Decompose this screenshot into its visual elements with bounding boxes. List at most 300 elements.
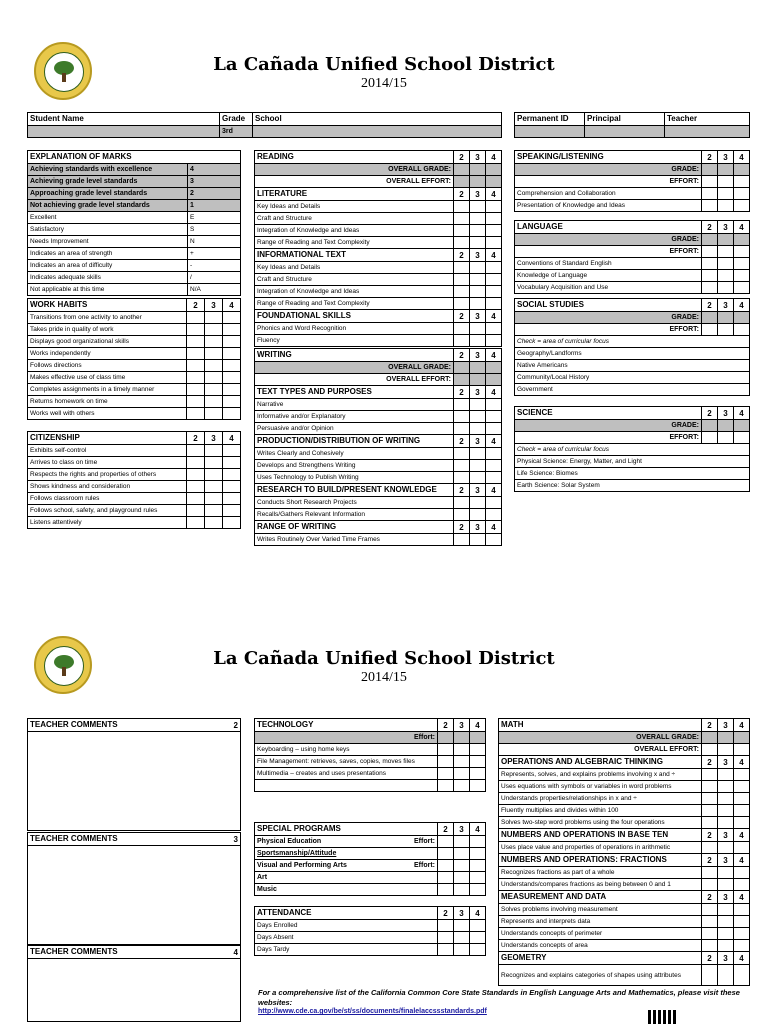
mark-cell[interactable] (734, 769, 750, 781)
mark-cell[interactable] (718, 781, 734, 793)
mark-cell[interactable] (486, 323, 502, 335)
mark-cell[interactable] (187, 396, 205, 408)
standard-item: Fluency (255, 335, 454, 347)
mark-code: - (188, 260, 241, 272)
standards-link[interactable]: http://www.cde.ca.gov/be/st/ss/documents/finalelaccssstandards.pdf (258, 1008, 487, 1015)
mark-cell[interactable] (718, 867, 734, 879)
mark-cell[interactable] (454, 399, 470, 411)
permanent-id-label: Permanent ID (515, 113, 585, 126)
mark-cell[interactable] (470, 768, 486, 780)
citizenship-item: Respects the rights and properties of others (28, 469, 187, 481)
mark-cell[interactable] (702, 879, 718, 891)
citizenship-item: Exhibits self-control (28, 445, 187, 457)
mark-cell[interactable] (486, 448, 502, 460)
mark-cell[interactable] (454, 237, 470, 249)
mark-cell[interactable] (187, 493, 205, 505)
mark-cell[interactable] (486, 213, 502, 225)
mark-cell[interactable] (702, 965, 718, 986)
col-3: 3 (718, 854, 734, 867)
attendance-cell[interactable] (470, 932, 486, 944)
mark-cell[interactable] (718, 879, 734, 891)
page-title-2: La Cañada Unified School District (213, 648, 555, 669)
mark-cell[interactable] (470, 836, 486, 848)
mark-cell[interactable] (187, 505, 205, 517)
mark-cell[interactable] (470, 399, 486, 411)
mark-cell[interactable] (734, 904, 750, 916)
mark-cell[interactable] (718, 965, 734, 986)
science-header: SCIENCE (515, 407, 702, 420)
mark-cell[interactable] (438, 872, 454, 884)
mark-cell[interactable] (454, 872, 470, 884)
mark-cell[interactable] (205, 348, 223, 360)
mark-cell[interactable] (187, 360, 205, 372)
focus-item[interactable]: Community/Local History (515, 372, 750, 384)
mark-cell[interactable] (734, 781, 750, 793)
col-3: 3 (454, 823, 470, 836)
col-4: 4 (734, 854, 750, 867)
mark-cell[interactable] (486, 286, 502, 298)
mark-cell[interactable] (470, 534, 486, 546)
mark-cell[interactable] (486, 423, 502, 435)
col-2: 2 (454, 435, 470, 448)
attendance-cell[interactable] (438, 944, 454, 956)
work-habit-item: Works well with others (28, 408, 187, 420)
mark-code: N/A (188, 284, 241, 296)
standard-item: Understands/compares fractions as being between 0 and 1 (499, 879, 702, 891)
mark-cell[interactable] (187, 384, 205, 396)
mark-cell[interactable] (205, 457, 223, 469)
mark-cell[interactable] (454, 509, 470, 521)
mark-cell[interactable] (470, 323, 486, 335)
standard-item: Writes Routinely Over Varied Time Frames (255, 534, 454, 546)
mark-cell[interactable] (470, 237, 486, 249)
mark-cell[interactable] (454, 335, 470, 347)
mark-cell[interactable] (205, 312, 223, 324)
mark-cell[interactable] (486, 225, 502, 237)
standard-item: Represents and interprets data (499, 916, 702, 928)
mark-cell[interactable] (718, 282, 734, 294)
mark-cell[interactable] (205, 505, 223, 517)
mark-cell[interactable] (223, 348, 241, 360)
mark-cell[interactable] (223, 372, 241, 384)
mark-cell[interactable] (734, 200, 750, 212)
mark-cell[interactable] (223, 481, 241, 493)
mark-cell[interactable] (718, 270, 734, 282)
mark-cell[interactable] (223, 396, 241, 408)
mark-cell[interactable] (205, 408, 223, 420)
mark-cell[interactable] (454, 323, 470, 335)
col-2: 2 (702, 854, 718, 867)
col-4: 4 (734, 719, 750, 732)
focus-item[interactable]: Government (515, 384, 750, 396)
mark-cell[interactable] (454, 213, 470, 225)
mark-code: 2 (188, 188, 241, 200)
mark-cell[interactable] (223, 408, 241, 420)
mark-cell[interactable] (734, 805, 750, 817)
mark-cell[interactable] (734, 879, 750, 891)
teacher-field[interactable] (665, 126, 750, 138)
grade-label: GRADE: (515, 420, 702, 432)
mark-cell[interactable] (223, 312, 241, 324)
mark-cell[interactable] (734, 258, 750, 270)
attendance-cell[interactable] (454, 932, 470, 944)
standard-item: Uses Technology to Publish Writing (255, 472, 454, 484)
mark-cell[interactable] (187, 517, 205, 529)
mark-cell[interactable] (223, 445, 241, 457)
standard-item: Knowledge of Language (515, 270, 702, 282)
col-3: 3 (470, 249, 486, 262)
mark-cell[interactable] (718, 940, 734, 952)
col-2: 2 (454, 151, 470, 164)
focus-item[interactable]: Geography/Landforms (515, 348, 750, 360)
comment-box[interactable] (28, 732, 241, 831)
permanent-id-field[interactable] (515, 126, 585, 138)
overall-effort-label: OVERALL EFFORT: (499, 744, 702, 756)
mark-code: / (188, 272, 241, 284)
mark-cell[interactable] (223, 360, 241, 372)
mark-cell[interactable] (470, 411, 486, 423)
attendance-item: Days Absent (255, 932, 438, 944)
attendance-cell[interactable] (438, 920, 454, 932)
mark-cell[interactable] (702, 916, 718, 928)
mark-cell[interactable] (486, 534, 502, 546)
mark-cell[interactable] (205, 396, 223, 408)
col-4: 4 (734, 221, 750, 234)
col-3: 3 (718, 407, 734, 420)
mark-cell[interactable] (187, 372, 205, 384)
mark-cell[interactable] (734, 867, 750, 879)
overall-grade-label: OVERALL GRADE: (255, 362, 454, 374)
mark-cell[interactable] (454, 201, 470, 213)
mark-cell[interactable] (187, 481, 205, 493)
mark-cell[interactable] (718, 928, 734, 940)
social-studies-table (514, 298, 750, 396)
mark-cell[interactable] (718, 916, 734, 928)
mark-cell[interactable] (470, 262, 486, 274)
col-2: 2 (702, 891, 718, 904)
mark-cell[interactable] (454, 472, 470, 484)
language-header: LANGUAGE (515, 221, 702, 234)
mark-cell[interactable] (187, 324, 205, 336)
mark-cell[interactable] (187, 408, 205, 420)
text-types-header: TEXT TYPES AND PURPOSES (255, 386, 454, 399)
mark-cell[interactable] (718, 842, 734, 854)
mark-code: + (188, 248, 241, 260)
col-4: 4 (486, 349, 502, 362)
mark-cell[interactable] (454, 860, 470, 872)
mark-cell[interactable] (702, 258, 718, 270)
mark-desc: Indicates an area of strength (28, 248, 188, 260)
col-3: 3 (718, 756, 734, 769)
mark-cell[interactable] (734, 270, 750, 282)
mark-cell[interactable] (205, 324, 223, 336)
standard-item: File Management: retrieves, saves, copies, moves files (255, 756, 438, 768)
mark-cell[interactable] (702, 904, 718, 916)
mark-cell[interactable] (454, 448, 470, 460)
mark-cell[interactable] (486, 509, 502, 521)
effort-label: Effort: (255, 732, 438, 744)
mark-cell[interactable] (454, 836, 470, 848)
mark-cell[interactable] (454, 225, 470, 237)
mark-cell[interactable] (454, 744, 470, 756)
mark-cell[interactable] (702, 928, 718, 940)
mark-cell[interactable] (454, 756, 470, 768)
attendance-cell[interactable] (454, 920, 470, 932)
mark-cell[interactable] (223, 384, 241, 396)
mark-cell[interactable] (438, 768, 454, 780)
mark-cell[interactable] (470, 884, 486, 896)
effort-label: EFFORT: (515, 246, 702, 258)
mark-cell[interactable] (718, 258, 734, 270)
standard-item: Recalls/Gathers Relevant Information (255, 509, 454, 521)
mark-cell[interactable] (702, 769, 718, 781)
mark-cell[interactable] (470, 509, 486, 521)
mark-cell[interactable] (454, 423, 470, 435)
standard-item: Phonics and Word Recognition (255, 323, 454, 335)
mark-cell[interactable] (702, 270, 718, 282)
mark-cell[interactable] (470, 201, 486, 213)
overall-grade-label: OVERALL GRADE: (255, 164, 454, 176)
mark-cell[interactable] (718, 188, 734, 200)
mark-cell[interactable] (205, 493, 223, 505)
mark-cell[interactable] (187, 445, 205, 457)
col-4: 4 (223, 299, 241, 312)
vpa-label: Visual and Performing Arts (255, 860, 385, 872)
student-name-field[interactable] (28, 126, 220, 138)
col-4: 4 (223, 432, 241, 445)
col-4: 4 (734, 829, 750, 842)
col-4: 4 (486, 521, 502, 534)
col-4: 4 (486, 484, 502, 497)
focus-item[interactable]: Life Science: Biomes (515, 468, 750, 480)
mark-cell[interactable] (454, 884, 470, 896)
technology-table (254, 718, 486, 792)
citizenship-item: Shows kindness and consideration (28, 481, 187, 493)
student-info-table (27, 112, 502, 138)
mark-cell[interactable] (187, 457, 205, 469)
mark-cell[interactable] (454, 274, 470, 286)
mark-cell[interactable] (470, 497, 486, 509)
mark-cell[interactable] (734, 916, 750, 928)
mark-cell[interactable] (470, 460, 486, 472)
mark-cell[interactable] (470, 213, 486, 225)
mark-cell[interactable] (438, 836, 454, 848)
mark-cell[interactable] (223, 517, 241, 529)
mark-cell[interactable] (734, 928, 750, 940)
mark-cell[interactable] (223, 469, 241, 481)
standard-item: Presentation of Knowledge and Ideas (515, 200, 702, 212)
citizenship-item: Arrives to class on time (28, 457, 187, 469)
mark-cell[interactable] (718, 200, 734, 212)
col-2: 2 (454, 188, 470, 201)
mark-cell[interactable] (205, 360, 223, 372)
principal-field[interactable] (585, 126, 665, 138)
mark-cell[interactable] (187, 336, 205, 348)
mark-cell[interactable] (702, 842, 718, 854)
mark-cell[interactable] (470, 860, 486, 872)
mark-cell[interactable] (734, 188, 750, 200)
mark-cell[interactable] (718, 769, 734, 781)
mark-cell[interactable] (470, 848, 486, 860)
mark-cell[interactable] (454, 848, 470, 860)
informational-header: INFORMATIONAL TEXT (255, 249, 454, 262)
mark-cell[interactable] (454, 534, 470, 546)
mark-cell[interactable] (470, 423, 486, 435)
mark-cell[interactable] (223, 457, 241, 469)
attendance-cell[interactable] (470, 944, 486, 956)
principal-label: Principal (585, 113, 665, 126)
standard-item: Comprehension and Collaboration (515, 188, 702, 200)
work-habit-item: Displays good organizational skills (28, 336, 187, 348)
mark-cell[interactable] (454, 298, 470, 310)
mark-cell[interactable] (486, 460, 502, 472)
mark-cell[interactable] (205, 481, 223, 493)
writing-table (254, 348, 502, 546)
comment-box[interactable] (28, 846, 241, 945)
citizenship-item: Listens attentively (28, 517, 187, 529)
mark-cell[interactable] (718, 805, 734, 817)
mark-desc: Indicates adequate skills (28, 272, 188, 284)
col-2: 2 (438, 823, 454, 836)
attendance-cell[interactable] (470, 920, 486, 932)
mark-cell[interactable] (486, 298, 502, 310)
mark-cell[interactable] (734, 793, 750, 805)
mark-cell[interactable] (438, 884, 454, 896)
attendance-cell[interactable] (454, 944, 470, 956)
mark-cell[interactable] (223, 505, 241, 517)
attendance-cell[interactable] (438, 932, 454, 944)
mark-cell[interactable] (702, 817, 718, 829)
mark-desc: Achieving standards with excellence (28, 164, 188, 176)
mark-desc: Excellent (28, 212, 188, 224)
focus-item[interactable]: Earth Science: Solar System (515, 480, 750, 492)
mark-cell[interactable] (734, 965, 750, 986)
work-habit-item: Follows directions (28, 360, 187, 372)
mark-cell[interactable] (470, 274, 486, 286)
mark-cell[interactable] (470, 472, 486, 484)
focus-item[interactable]: Native Americans (515, 360, 750, 372)
teacher-comments-2 (27, 718, 241, 831)
mark-cell[interactable] (718, 904, 734, 916)
mark-cell[interactable] (734, 817, 750, 829)
mark-cell[interactable] (205, 517, 223, 529)
mark-cell[interactable] (702, 282, 718, 294)
mark-cell[interactable] (470, 225, 486, 237)
mark-cell[interactable] (187, 469, 205, 481)
focus-item[interactable]: Physical Science: Energy, Matter, and Light (515, 456, 750, 468)
mark-cell[interactable] (205, 336, 223, 348)
mark-cell[interactable] (454, 262, 470, 274)
mark-cell[interactable] (702, 781, 718, 793)
mark-cell[interactable] (454, 497, 470, 509)
mark-cell[interactable] (702, 867, 718, 879)
mark-cell[interactable] (734, 842, 750, 854)
mark-cell[interactable] (470, 448, 486, 460)
col-4: 4 (734, 299, 750, 312)
mark-cell[interactable] (486, 274, 502, 286)
speaking-table (514, 150, 750, 212)
col-2: 2 (702, 407, 718, 420)
mark-cell[interactable] (486, 201, 502, 213)
mark-cell[interactable] (470, 744, 486, 756)
mark-cell[interactable] (223, 324, 241, 336)
teacher-comments-label: TEACHER COMMENTS (28, 719, 221, 732)
col-2: 2 (702, 299, 718, 312)
page-title: La Cañada Unified School District (213, 54, 555, 75)
standard-item: Informative and/or Explanatory (255, 411, 454, 423)
mark-cell[interactable] (470, 872, 486, 884)
mark-cell[interactable] (486, 411, 502, 423)
mark-cell[interactable] (470, 298, 486, 310)
mark-cell[interactable] (486, 335, 502, 347)
mark-cell[interactable] (205, 384, 223, 396)
mark-desc: Needs Improvement (28, 236, 188, 248)
mark-cell[interactable] (205, 469, 223, 481)
mark-cell[interactable] (702, 940, 718, 952)
mark-cell[interactable] (470, 335, 486, 347)
mark-cell[interactable] (454, 768, 470, 780)
col-3: 3 (470, 484, 486, 497)
mark-cell[interactable] (470, 286, 486, 298)
mark-cell[interactable] (702, 793, 718, 805)
mark-cell[interactable] (702, 805, 718, 817)
sportsmanship-label: Sportsmanship/Attitude (255, 848, 438, 860)
standard-item: Recognizes fractions as part of a whole (499, 867, 702, 879)
mark-cell[interactable] (486, 237, 502, 249)
mark-cell[interactable] (205, 445, 223, 457)
school-field[interactable] (253, 126, 502, 138)
mark-cell[interactable] (438, 860, 454, 872)
standard-item: Persuasive and/or Opinion (255, 423, 454, 435)
mark-cell[interactable] (486, 472, 502, 484)
mark-cell[interactable] (718, 817, 734, 829)
standard-item: Key Ideas and Details (255, 201, 454, 213)
mark-cell[interactable] (205, 372, 223, 384)
mark-cell[interactable] (486, 262, 502, 274)
standard-item: Vocabulary Acquisition and Use (515, 282, 702, 294)
work-habit-item: Works independently (28, 348, 187, 360)
mark-cell[interactable] (187, 348, 205, 360)
comment-box[interactable] (28, 959, 241, 1022)
qr-code-icon (648, 1010, 678, 1024)
mark-cell[interactable] (187, 312, 205, 324)
col-2: 2 (454, 386, 470, 399)
mark-cell[interactable] (702, 200, 718, 212)
mark-cell[interactable] (734, 940, 750, 952)
mark-cell[interactable] (223, 493, 241, 505)
col-2: 2 (454, 484, 470, 497)
mark-cell[interactable] (470, 756, 486, 768)
mark-cell[interactable] (486, 497, 502, 509)
col-3: 3 (470, 349, 486, 362)
standard-item: Uses equations with symbols or variables in word problems (499, 781, 702, 793)
mark-cell[interactable] (454, 286, 470, 298)
mark-cell[interactable] (438, 756, 454, 768)
col-3: 3 (205, 299, 223, 312)
mark-code: S (188, 224, 241, 236)
mark-cell[interactable] (438, 848, 454, 860)
mark-cell[interactable] (702, 188, 718, 200)
mark-cell[interactable] (734, 282, 750, 294)
mark-cell[interactable] (718, 793, 734, 805)
col-3: 3 (205, 432, 223, 445)
mark-cell[interactable] (454, 411, 470, 423)
mark-cell[interactable] (486, 399, 502, 411)
mark-cell[interactable] (454, 460, 470, 472)
mark-cell[interactable] (438, 744, 454, 756)
mark-cell[interactable] (223, 336, 241, 348)
attendance-item: Days Enrolled (255, 920, 438, 932)
